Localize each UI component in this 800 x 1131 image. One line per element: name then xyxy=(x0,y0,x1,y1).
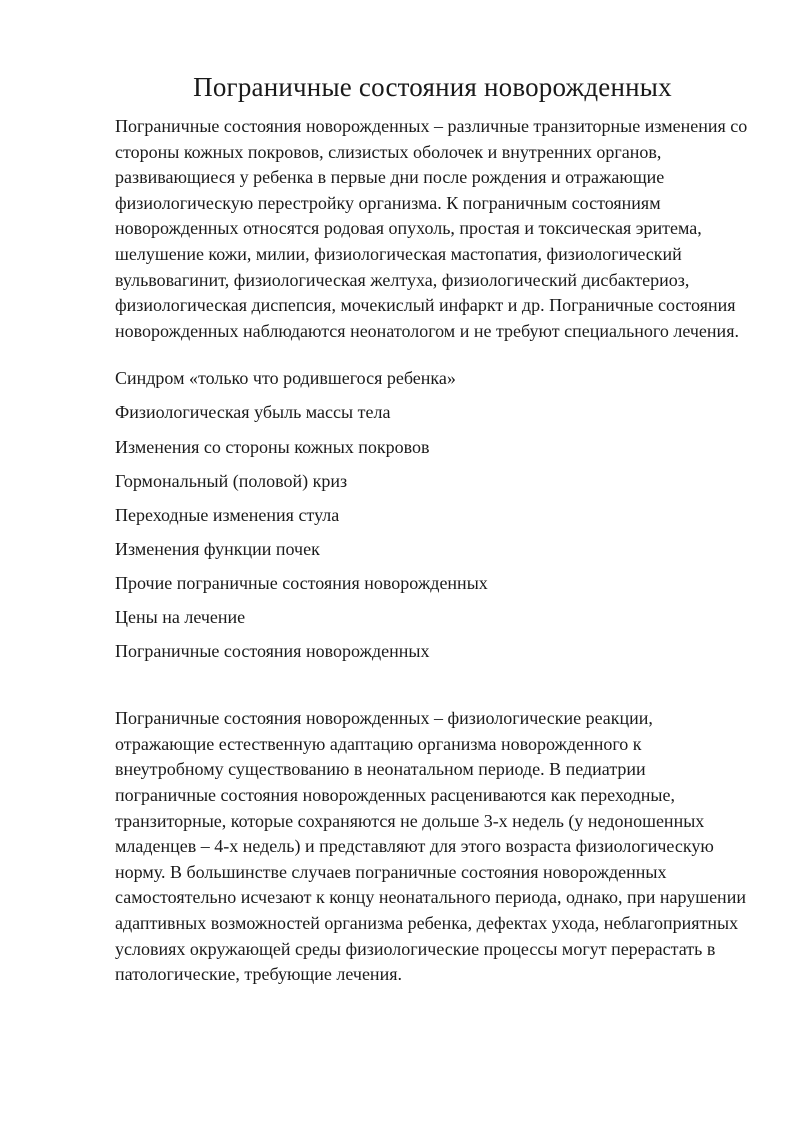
toc-item-skin-changes: Изменения со стороны кожных покровов xyxy=(115,436,430,457)
toc-item-kidney-function: Изменения функции почек xyxy=(115,538,320,559)
document-title: Пограничные состояния новорожденных xyxy=(193,72,672,102)
toc-list xyxy=(115,366,750,664)
toc-item-borderline-states: Пограничные состояния новорожденных xyxy=(115,641,430,662)
toc-item-stool-changes: Переходные изменения стула xyxy=(115,504,340,525)
toc-item-newborn-syndrome: Синдром «только что родившегося ребенка» xyxy=(115,368,456,389)
definition-paragraph: Пограничные состояния новорожденных – физиологические реакции, отражающие естественную адаптацию организма новорожденного к внеутробному существованию в неонатальном периоде. В педиатрии пограничные состояния новорожденных расцениваются как переходные, транзиторные, которые сохраняются не дольше 3-х недель (у недоношенных младенцев – 4-х недель) и представляют для этого возраста физиологическую норму. В большинстве случаев пограничные состояния новорожденных самостоятельно исчезают к концу неонатального периода, однако, при нарушении адаптивных возможностей организма ребенка, дефектах ухода, неблагоприятных условиях окружающей среды физиологические процессы могут перерастать в патологические, требующие лечения. xyxy=(115,708,746,985)
toc-item-weight-loss: Физиологическая убыль массы тела xyxy=(115,402,391,423)
toc-item-other-states: Прочие пограничные состояния новорожденных xyxy=(115,572,488,593)
toc-item-hormonal-crisis: Гормональный (половой) криз xyxy=(115,470,348,491)
intro-paragraph: Пограничные состояния новорожденных – различные транзиторные изменения со стороны кожных покровов, слизистых оболочек и внутренних органов, развивающиеся у ребенка в первые дни после рождения и отражающие физиологическую перестройку организма. К пограничным состояниям новорожденных относятся родовая опухоль, простая и токсическая эритема, шелушение кожи, милии, физиологическая мастопатия, физиологический вульвовагинит, физиологическая желтуха, физиологический дисбактериоз, физиологическая диспепсия, мочекислый инфаркт и др. Пограничные состояния новорожденных наблюдаются неонатологом и не требуют специального лечения. xyxy=(115,116,748,341)
toc-item-treatment-prices: Цены на лечение xyxy=(115,607,246,627)
